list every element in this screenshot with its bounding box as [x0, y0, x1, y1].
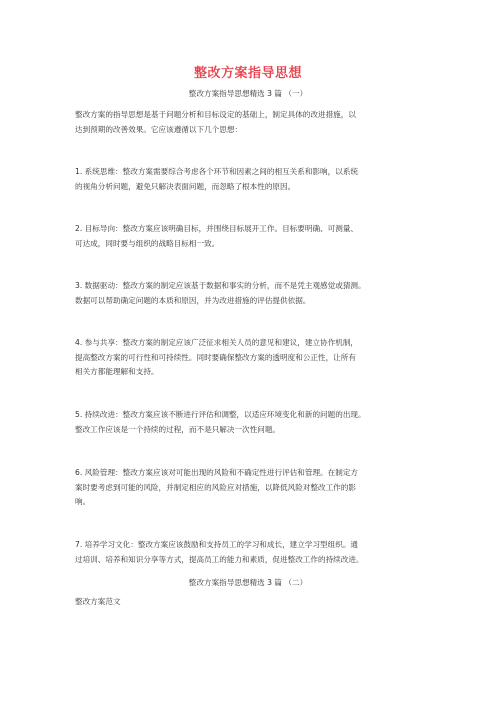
list-item-7 [75, 538, 427, 567]
paragraph-line: 3. 数据驱动：整改方案的制定应该基于数据和事实的分析，而不是凭主观感觉或猜测。 [75, 281, 366, 290]
footer-paragraph [75, 595, 427, 610]
list-item-2 [75, 222, 427, 251]
paragraph-line: 1. 系统思维：整改方案需要综合考虑各个环节和因素之间的相互关系和影响，以系统 [75, 167, 359, 176]
paragraph-line: 5. 持续改进：整改方案应该不断进行评估和调整，以适应环境变化和新的问题的出现。 [75, 410, 366, 419]
paragraph-line: 相关方都能理解和支持。 [75, 367, 159, 376]
paragraph-line: 响。 [75, 497, 91, 506]
paragraph-line: 7. 培养学习文化：整改方案应该鼓励和支持员工的学习和成长，建立学习型组织。通 [75, 540, 359, 549]
section-subtitle-1: 整改方案指导思想精选 3 篇 （一） [188, 89, 308, 98]
list-item-1 [75, 165, 427, 194]
paragraph-line: 案时要考虑到可能的风险，并制定相应的风险应对措施，以降低风险对整改工作的影 [75, 482, 356, 492]
paragraph-line: 整改方案的指导思想是基于问题分析和目标设定的基础上，制定具体的改进措施，以 [75, 110, 356, 119]
paragraph-line: 整改方案范文 [75, 597, 121, 606]
paragraph-line: 数据可以帮助确定问题的本质和原因，并为改进措施的评估提供依据。 [75, 295, 311, 305]
list-item-5 [75, 408, 427, 437]
document-title: 整改方案指导思想 [193, 66, 302, 81]
list-item-6 [75, 466, 427, 510]
section-subtitle-2: 整改方案指导思想精选 3 篇 （二） [188, 578, 308, 587]
list-item-3 [75, 279, 427, 308]
paragraph-line: 提高整改方案的可行性和可持续性。同时要确保整改方案的透明度和公正性，让所有 [75, 352, 356, 362]
list-item-4 [75, 336, 427, 380]
paragraph-line: 可达成，同时要与组织的战略目标相一致。 [75, 238, 220, 248]
paragraph-line: 6. 风险管理：整改方案应该对可能出现的风险和不确定性进行评估和管理。在制定方 [75, 468, 359, 477]
paragraph-line: 的视角分析问题，避免只解决表面问题，而忽略了根本性的原因。 [75, 181, 296, 191]
paragraph-line: 整改工作应该是一个持续的过程，而不是只解决一次性问题。 [75, 424, 281, 434]
intro-paragraph [75, 108, 427, 137]
paragraph-line: 2. 目标导向：整改方案应该明确目标，并围绕目标展开工作。目标要明确、可测量、 [75, 224, 359, 233]
paragraph-line: 达到预期的改善效果。它应该遵循以下几个思想： [75, 124, 243, 134]
paragraph-line: 4. 参与共享：整改方案的制定应该广泛征求相关人员的意见和建议，建立协作机制， [75, 338, 359, 347]
paragraph-line: 过培训、培养和知识分享等方式，提高员工的能力和素质，促进整改工作的持续改进。 [75, 554, 364, 564]
